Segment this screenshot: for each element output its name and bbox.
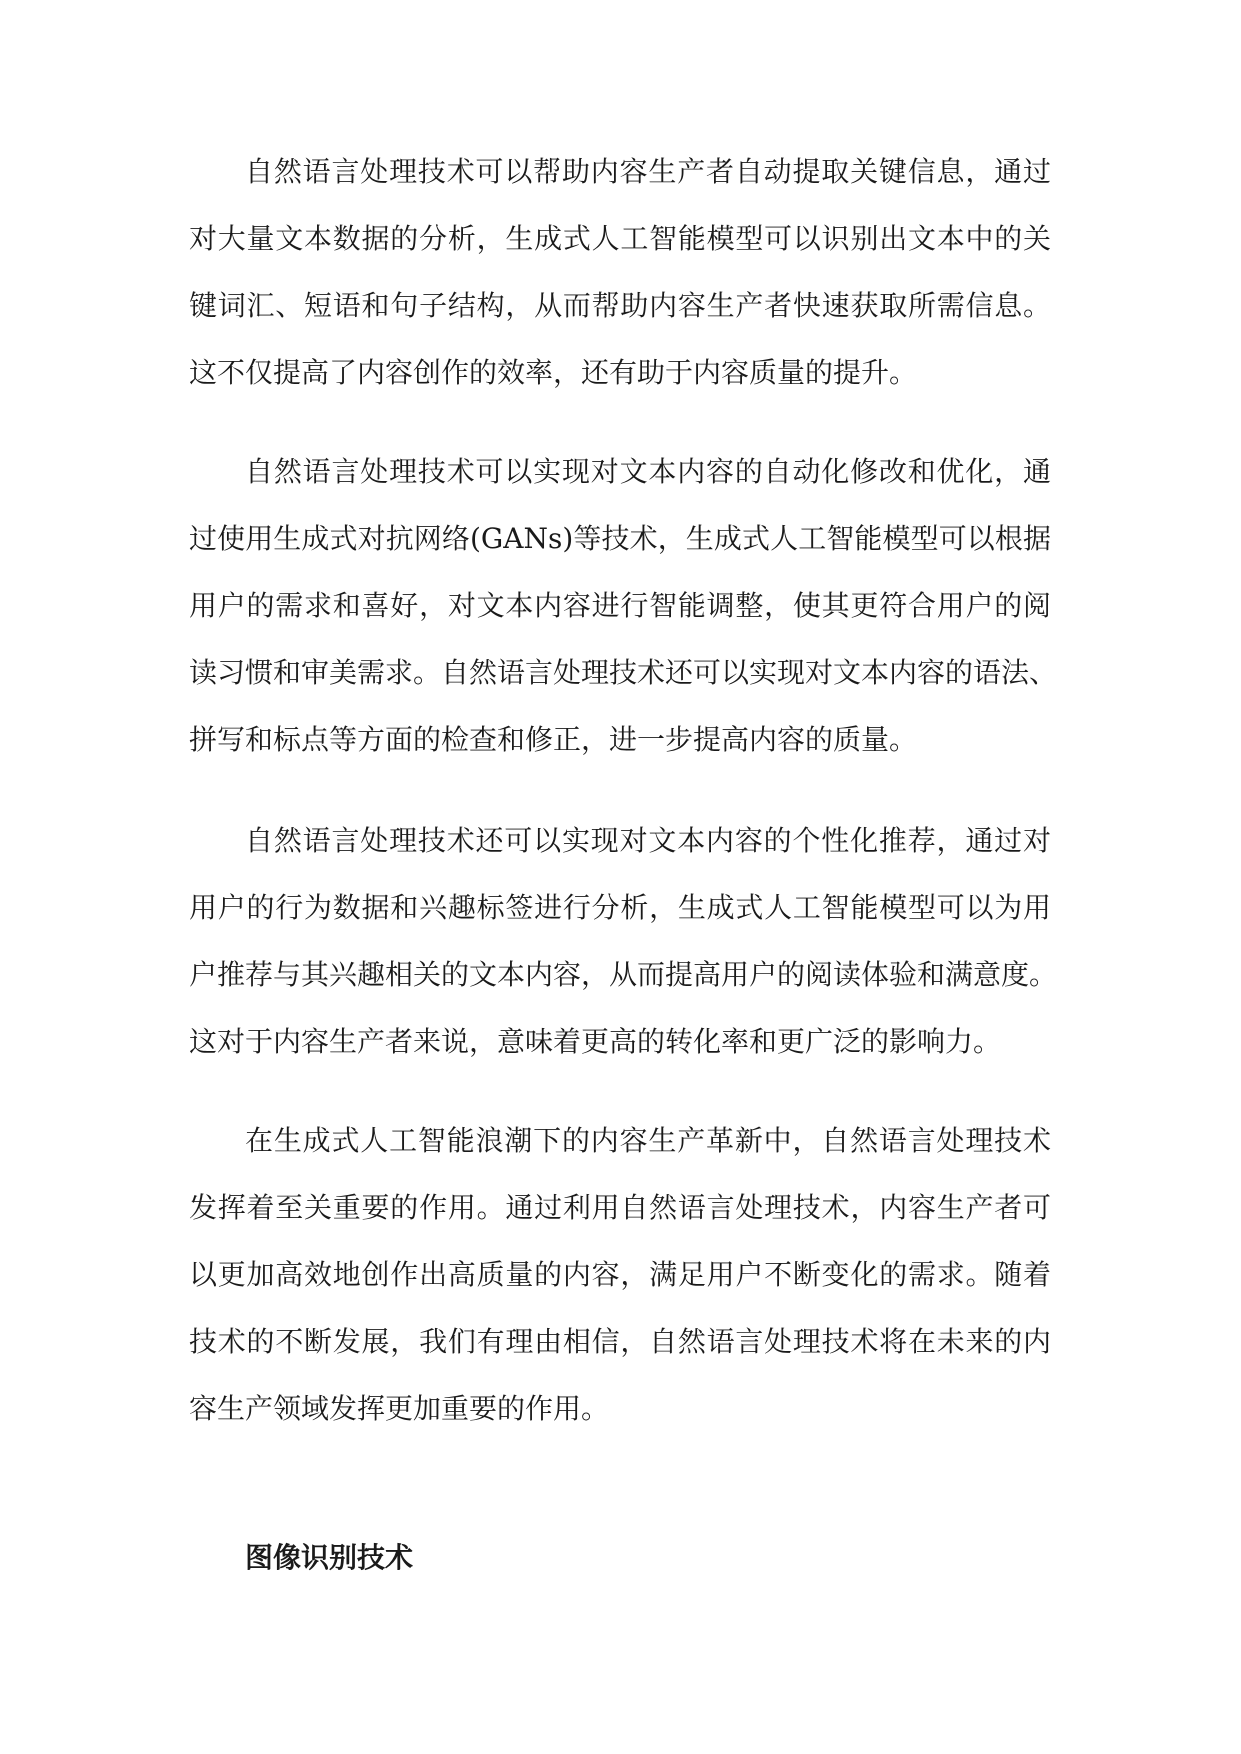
section-heading: 图像识别技术 [245, 1541, 414, 1574]
paragraph-2-line-2: 过使用生成式对抗网络(GANs)等技术，生成式人工智能模型可以根据 [189, 522, 1051, 555]
paragraph-3-line-2: 用户的行为数据和兴趣标签进行分析，生成式人工智能模型可以为用 [189, 891, 1051, 924]
paragraph-2-line-5: 拼写和标点等方面的检查和修正，进一步提高内容的质量。 [189, 723, 918, 756]
paragraph-4-line-3: 以更加高效地创作出高质量的内容，满足用户不断变化的需求。随着 [189, 1258, 1051, 1291]
paragraph-4-line-5: 容生产领域发挥更加重要的作用。 [189, 1392, 610, 1425]
paragraph-2-line-3: 用户的需求和喜好，对文本内容进行智能调整，使其更符合用户的阅 [189, 589, 1051, 622]
paragraph-1-line-4: 这不仅提高了内容创作的效率，还有助于内容质量的提升。 [189, 356, 918, 389]
paragraph-3-line-1: 自然语言处理技术还可以实现对文本内容的个性化推荐，通过对 [245, 824, 1051, 857]
paragraph-4-line-4: 技术的不断发展，我们有理由相信，自然语言处理技术将在未来的内 [189, 1325, 1051, 1358]
paragraph-2-line-4: 读习惯和审美需求。自然语言处理技术还可以实现对文本内容的语法、 [189, 656, 1058, 689]
paragraph-1-line-2: 对大量文本数据的分析，生成式人工智能模型可以识别出文本中的关 [189, 222, 1051, 255]
paragraph-1-line-3: 键词汇、短语和句子结构，从而帮助内容生产者快速获取所需信息。 [189, 289, 1051, 322]
paragraph-4-line-1: 在生成式人工智能浪潮下的内容生产革新中，自然语言处理技术 [245, 1124, 1051, 1157]
paragraph-3-line-3: 户推荐与其兴趣相关的文本内容，从而提高用户的阅读体验和满意度。 [189, 958, 1058, 991]
paragraph-3-line-4: 这对于内容生产者来说，意味着更高的转化率和更广泛的影响力。 [189, 1025, 1002, 1058]
paragraph-2-line-1: 自然语言处理技术可以实现对文本内容的自动化修改和优化，通 [245, 455, 1051, 488]
paragraph-4-line-2: 发挥着至关重要的作用。通过利用自然语言处理技术，内容生产者可 [189, 1191, 1051, 1224]
paragraph-1-line-1: 自然语言处理技术可以帮助内容生产者自动提取关键信息，通过 [245, 155, 1051, 188]
